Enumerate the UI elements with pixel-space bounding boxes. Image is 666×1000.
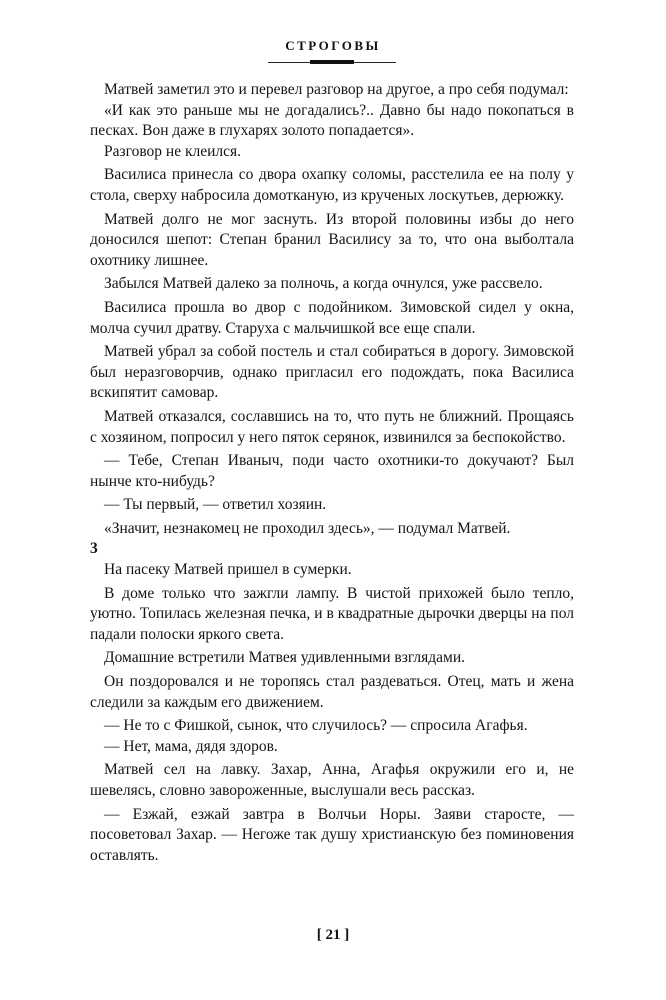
paragraph: Матвей долго не мог заснуть. Из второй половины избы до него доносился шепот: Степан бранил Василису за то, что она выболтала охотнику лишнее. [90,210,574,269]
page-number: [ 21 ] [316,927,350,943]
paragraph: Разговор не клеился. [104,142,242,160]
paragraph: «Значит, незнакомец не проходил здесь», — подумал Матвей. [104,519,511,537]
body-text [90,80,574,866]
chapter-number: 3 [90,540,98,558]
paragraph: Василиса принесла со двора охапку соломы, расстелила ее на полу у стола, сверху набросила домотканую, из крученых лоскутьев, дерюжку. [90,166,574,204]
paragraph: — Тебе, Степан Иваныч, поди часто охотники-то докучают? Был нынче кто-нибудь? [90,452,574,490]
paragraph: «И как это раньше мы не догадались?.. Давно бы надо покопаться в песках. Вон даже в глухарях золото попадается». [90,101,574,140]
paragraph: — Не то с Фишкой, сынок, что случилось? — спросила Агафья. [104,717,528,735]
paragraph: Матвей сел на лавку. Захар, Анна, Агафья окружили его и, не шевелясь, словно завороженные, выслушали весь рассказ. [90,761,574,799]
header-rule-accent [310,60,354,64]
paragraph: Василиса прошла во двор с подойником. Зимовской сидел у окна, молча сучил дратву. Старуха с мальчишкой все еще спали. [90,298,574,337]
paragraph: — Нет, мама, дядя здоров. [104,737,278,755]
paragraph: В доме только что зажгли лампу. В чистой прихожей было тепло, уютно. Топилась железная печка, и в квадратные дырочки дверцы на пол падали полоски яркого света. [90,584,574,643]
paragraph: Забылся Матвей далеко за полночь, а когда очнулся, уже рассвело. [104,275,543,293]
paragraph: Домашние встретили Матвея удивленными взглядами. [104,649,465,667]
paragraph: Матвей заметил это и перевел разговор на другое, а про себя подумал: [104,81,569,98]
paragraph: Он поздоровался и не торопясь стал раздеваться. Отец, мать и жена следили за каждым его движением. [90,673,574,711]
paragraph: — Ты первый, — ответил хозяин. [104,496,327,514]
running-title: СТРОГОВЫ [285,38,381,53]
paragraph: Матвей убрал за собой постель и стал собираться в дорогу. Зимовской был неразговорчив, однако пригласил его подождать, пока Василиса вскипятит самовар. [90,343,574,402]
paragraph: Матвей отказался, сославшись на то, что путь не ближний. Прощаясь с хозяином, попросил у него пяток серянок, извинился за беспокойство. [90,407,574,446]
paragraph: — Езжай, езжай завтра в Волчьи Норы. Заяви старосте, — посоветовал Захар. — Негоже так душу христианскую без поминовения оставлять. [90,805,574,864]
paragraph: На пасеку Матвей пришел в сумерки. [104,561,352,579]
